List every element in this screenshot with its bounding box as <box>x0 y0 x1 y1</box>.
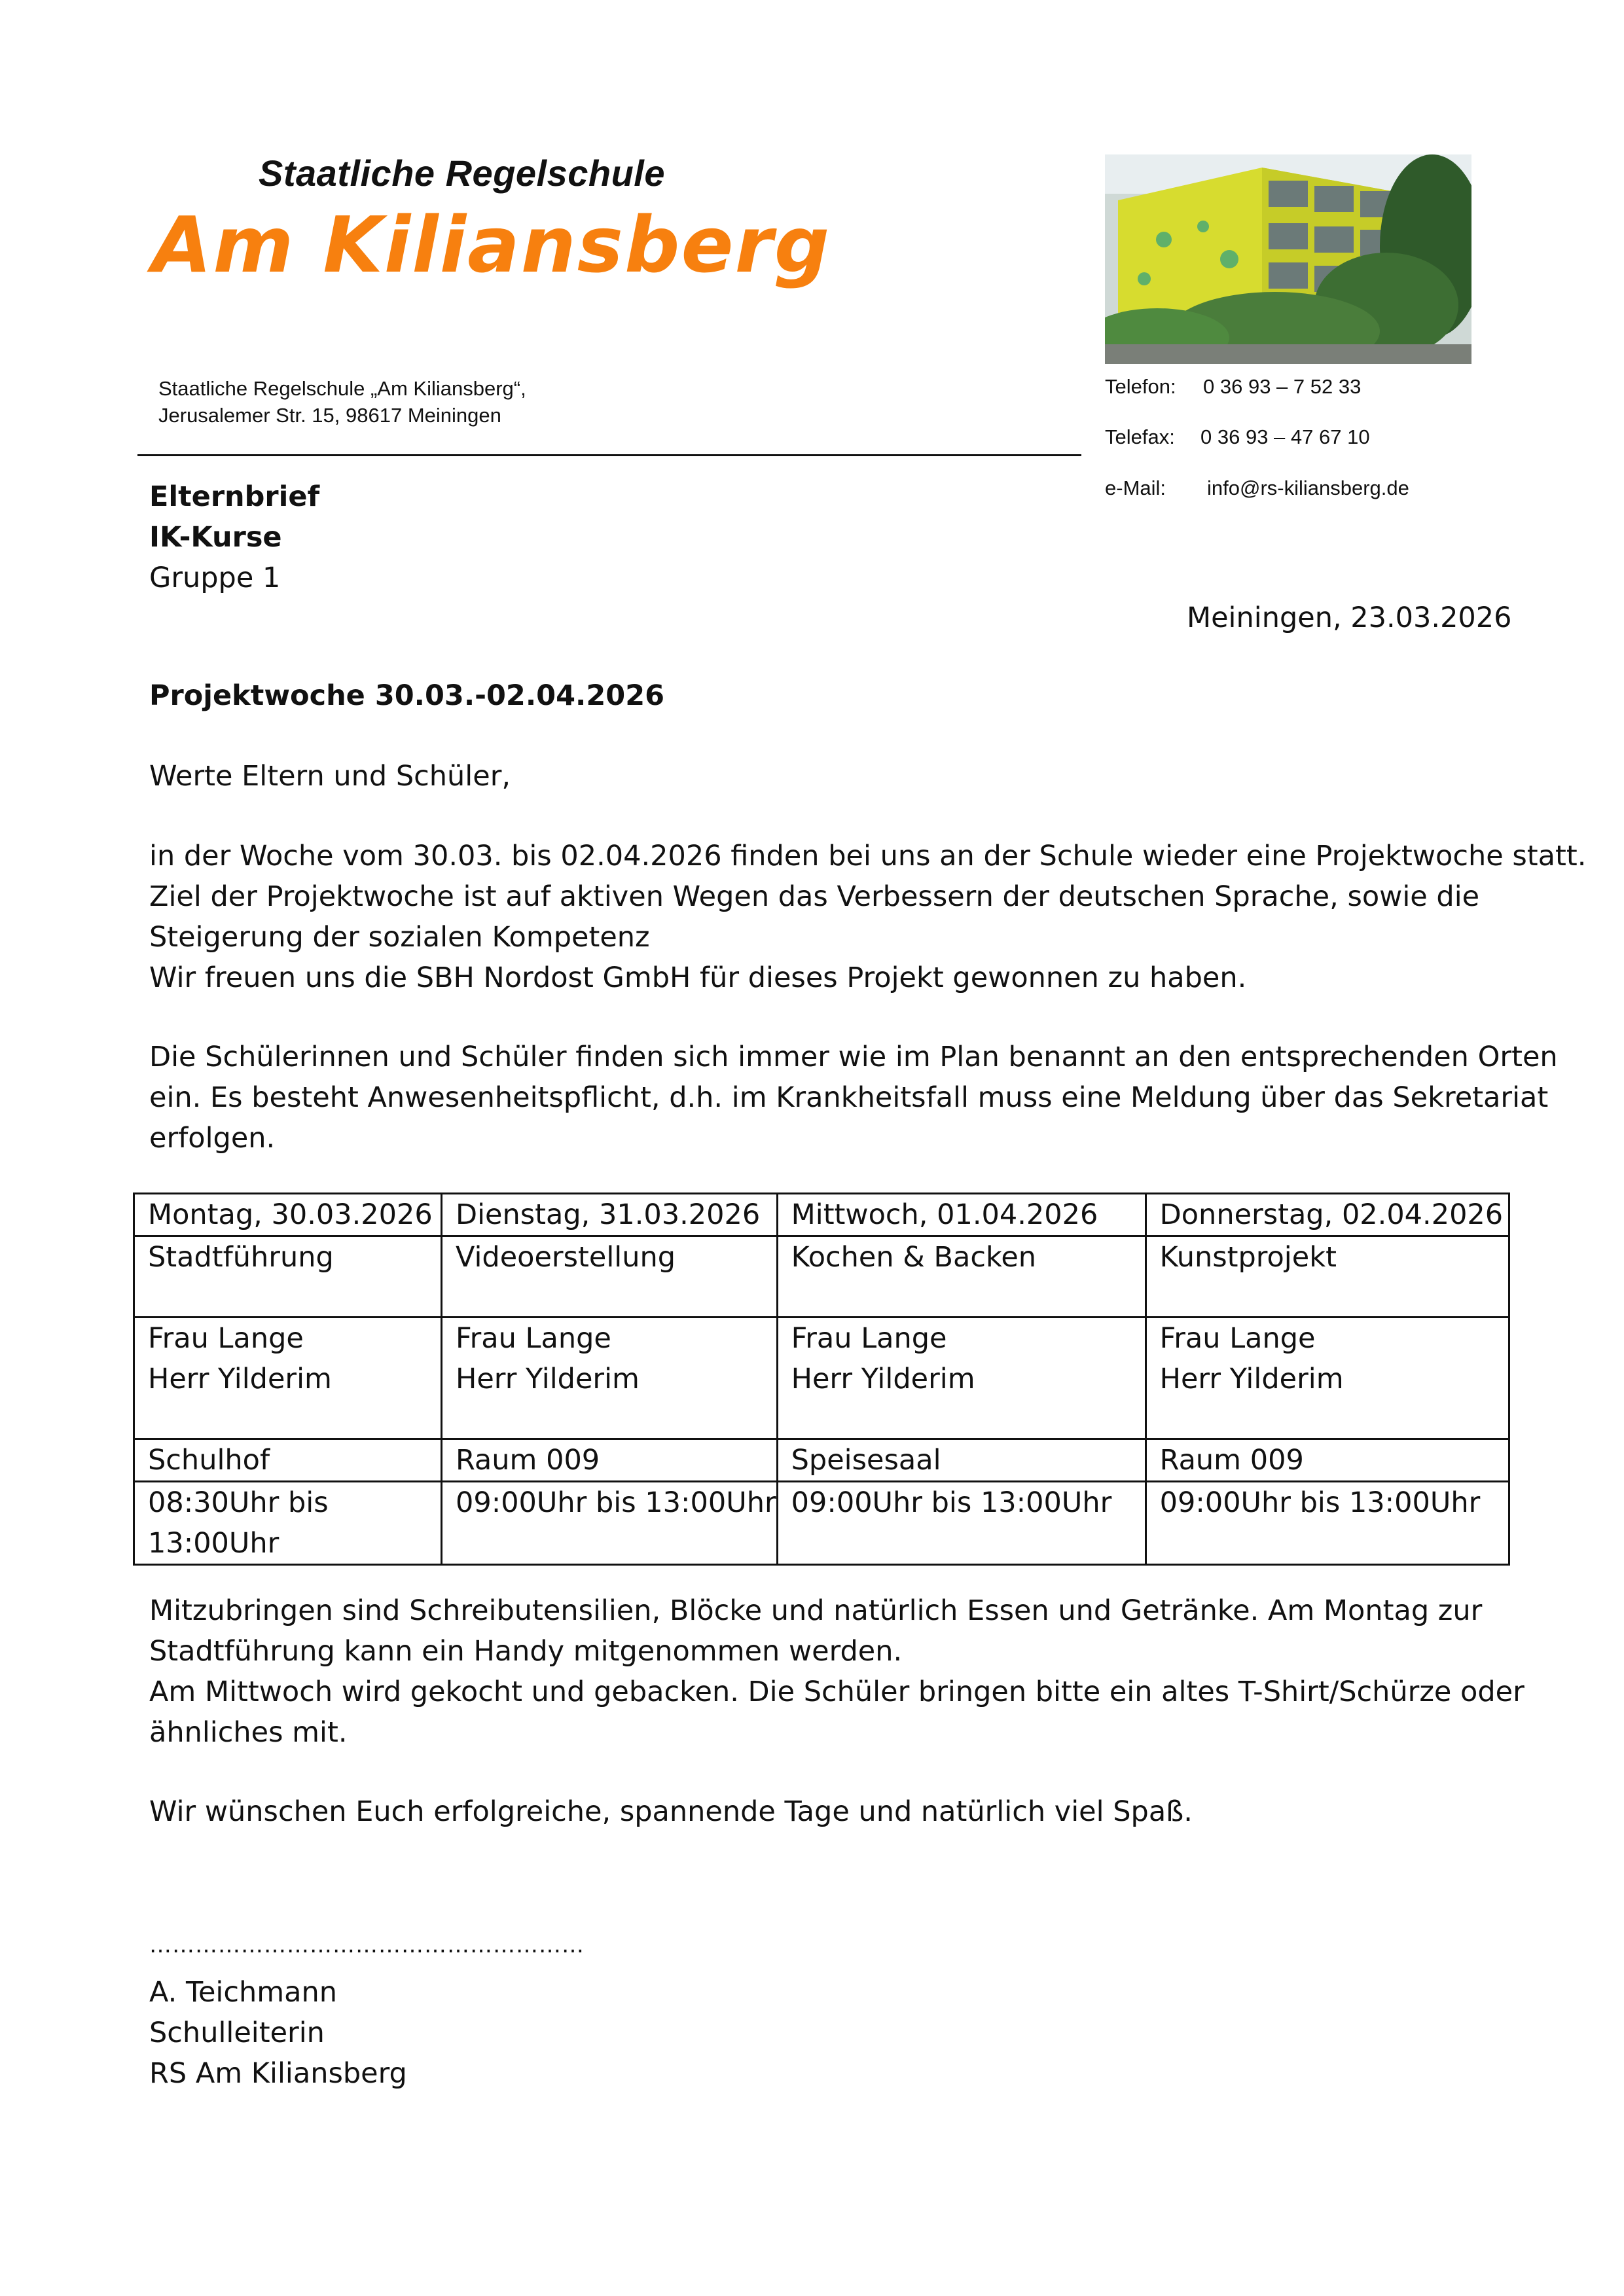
closing-sentence: Wir wünschen Euch erfolgreiche, spannende Tage und natürlich viel Spaß. <box>149 1795 1193 1828</box>
signer-role: Schulleiterin <box>149 2017 325 2049</box>
table-row <box>134 1318 1509 1439</box>
table-row <box>134 1236 1509 1318</box>
text-line: in der Woche vom 30.03. bis 02.04.2026 finden bei uns an der Schule wieder eine Projektwoche statt. <box>149 840 1587 872</box>
text-line: Mitzubringen sind Schreibutensilien, Blöcke und natürlich Essen und Getränke. Am Montag zur <box>149 1594 1483 1627</box>
table-cell-location: Raum 009 <box>1146 1439 1509 1482</box>
phone-number: 0 36 93 – 7 52 33 <box>1203 375 1362 398</box>
table-cell-date: Montag, 30.03.2026 <box>134 1194 442 1236</box>
table-cell-teachers <box>134 1318 442 1439</box>
table-cell-time <box>442 1482 778 1565</box>
teacher-name: Frau Lange <box>456 1322 611 1355</box>
table-cell-activity: Videoerstellung <box>442 1236 778 1318</box>
time-line: 09:00Uhr bis 13:00Uhr <box>791 1486 1112 1519</box>
sender-address <box>158 375 526 429</box>
table-cell-teachers <box>442 1318 778 1439</box>
place-date: Meiningen, 23.03.2026 <box>1187 601 1512 634</box>
teacher-name: Frau Lange <box>1159 1322 1316 1355</box>
text-line: ähnliches mit. <box>149 1716 348 1749</box>
table-cell-location: Raum 009 <box>442 1439 778 1482</box>
phone-label: Telefon: <box>1105 375 1176 398</box>
table-cell-location: Speisesaal <box>777 1439 1146 1482</box>
time-line: 08:30Uhr bis <box>148 1486 329 1519</box>
paragraph-bring <box>149 1590 1524 1753</box>
paragraph-attendance <box>149 1037 1558 1158</box>
school-building-photo <box>1105 154 1471 364</box>
time-line: 13:00Uhr <box>148 1527 280 1560</box>
contact-phone <box>1105 375 1361 399</box>
subject-line: IK-Kurse <box>149 521 282 554</box>
school-type-heading: Staatliche Regelschule <box>259 152 666 194</box>
table-cell-date: Mittwoch, 01.04.2026 <box>777 1194 1146 1236</box>
table-cell-date: Dienstag, 31.03.2026 <box>442 1194 778 1236</box>
school-name-logo: Am Kiliansberg <box>152 200 831 290</box>
signer-name: A. Teichmann <box>149 1976 337 2009</box>
email-label: e-Mail: <box>1105 476 1166 499</box>
table-cell-teachers <box>777 1318 1146 1439</box>
signer-school: RS Am Kiliansberg <box>149 2057 407 2090</box>
table-cell-location: Schulhof <box>134 1439 442 1482</box>
teacher-name: Herr Yilderim <box>148 1363 332 1395</box>
schedule-table <box>133 1193 1510 1566</box>
contact-email <box>1105 476 1409 500</box>
teacher-name: Herr Yilderim <box>456 1363 640 1395</box>
table-cell-teachers <box>1146 1318 1509 1439</box>
table-cell-time <box>1146 1482 1509 1565</box>
fax-label: Telefax: <box>1105 425 1175 448</box>
text-line: ein. Es besteht Anwesenheitspflicht, d.h. im Krankheitsfall muss eine Meldung über das Sekretariat <box>149 1081 1549 1114</box>
fax-number: 0 36 93 – 47 67 10 <box>1200 425 1370 448</box>
table-row <box>134 1194 1509 1236</box>
teacher-name: Herr Yilderim <box>1159 1363 1344 1395</box>
table-cell-time <box>777 1482 1146 1565</box>
table-row <box>134 1482 1509 1565</box>
table-row <box>134 1439 1509 1482</box>
table-cell-time <box>134 1482 442 1565</box>
text-line: Steigerung der sozialen Kompetenz <box>149 921 650 954</box>
time-line: 09:00Uhr bis 13:00Uhr <box>456 1486 776 1519</box>
sender-address-line: Staatliche Regelschule „Am Kiliansberg“, <box>158 377 526 400</box>
text-line: Am Mittwoch wird gekocht und gebacken. Die Schüler bringen bitte ein altes T-Shirt/Schürze oder <box>149 1676 1525 1708</box>
teacher-name: Herr Yilderim <box>791 1363 975 1395</box>
time-line: 09:00Uhr bis 13:00Uhr <box>1159 1486 1481 1519</box>
table-cell-date: Donnerstag, 02.04.2026 <box>1146 1194 1509 1236</box>
signature-line: ………………………………………………… <box>149 1932 585 1958</box>
subject-line: Elternbrief <box>149 480 320 513</box>
table-cell-activity: Stadtführung <box>134 1236 442 1318</box>
text-line: Stadtführung kann ein Handy mitgenommen werden. <box>149 1635 903 1668</box>
email-address: info@rs-kiliansberg.de <box>1207 476 1409 499</box>
subject-block <box>149 476 319 598</box>
text-line: Die Schülerinnen und Schüler finden sich immer wie im Plan benannt an den entsprechenden Orten <box>149 1041 1558 1073</box>
text-line: erfolgen. <box>149 1122 276 1155</box>
subject-line: Gruppe 1 <box>149 562 281 594</box>
sender-address-line: Jerusalemer Str. 15, 98617 Meiningen <box>158 404 501 427</box>
header-divider <box>137 454 1081 456</box>
letter-title: Projektwoche 30.03.-02.04.2026 <box>149 679 665 712</box>
table-cell-activity: Kunstprojekt <box>1146 1236 1509 1318</box>
salutation: Werte Eltern und Schüler, <box>149 760 511 793</box>
table-cell-activity: Kochen & Backen <box>777 1236 1146 1318</box>
signature-block <box>149 1972 407 2094</box>
text-line: Ziel der Projektwoche ist auf aktiven Wegen das Verbessern der deutschen Sprache, sowie die <box>149 880 1480 913</box>
contact-fax <box>1105 425 1370 449</box>
teacher-name: Frau Lange <box>148 1322 304 1355</box>
paragraph-intro <box>149 836 1587 998</box>
text-line: Wir freuen uns die SBH Nordost GmbH für dieses Projekt gewonnen zu haben. <box>149 961 1247 994</box>
teacher-name: Frau Lange <box>791 1322 947 1355</box>
